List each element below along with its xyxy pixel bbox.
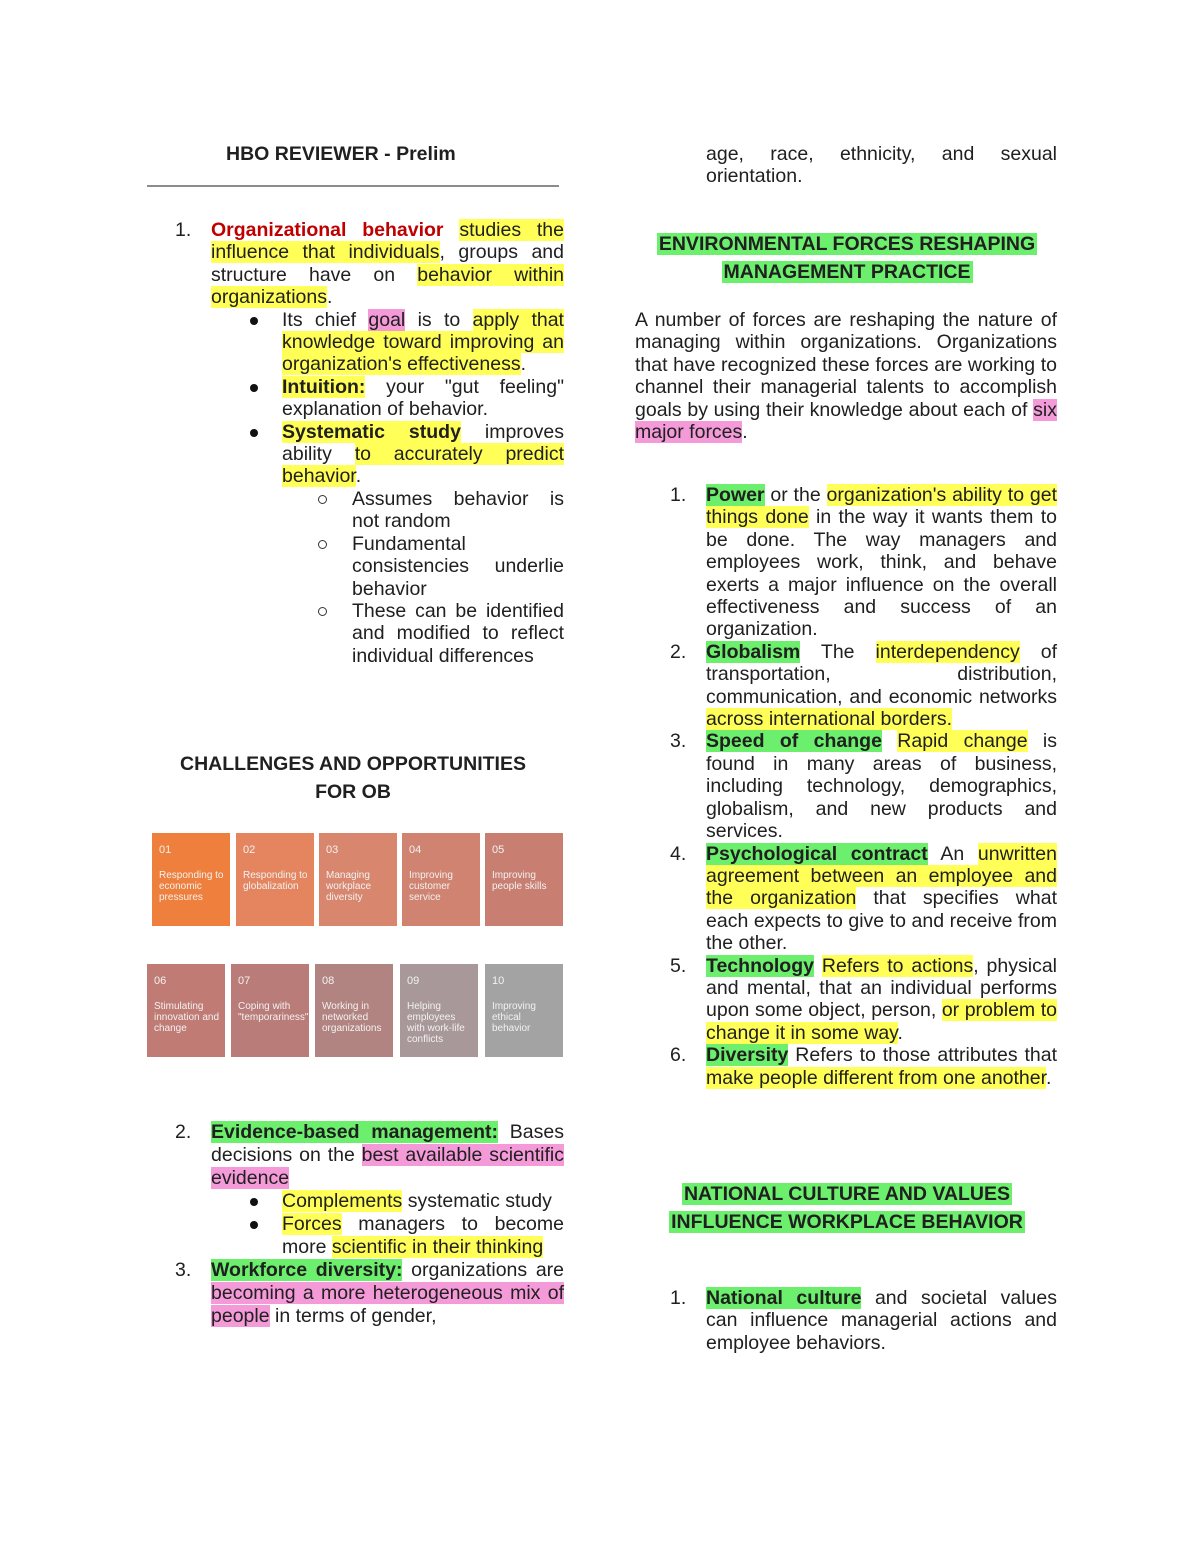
text-segment: Diversity: [706, 1044, 789, 1067]
text-segment: Intuition:: [282, 375, 366, 398]
left-list: [175, 219, 564, 667]
text-segment: six major forces: [635, 398, 1057, 444]
bullet-icon: [250, 1221, 258, 1229]
force-technology: [670, 954, 1057, 1045]
text-segment: 02: [243, 844, 256, 856]
text-segment: Workforce diversity:: [211, 1259, 403, 1281]
text-segment: or the: [764, 484, 827, 506]
text-segment: 01: [159, 844, 172, 856]
text-segment: [444, 219, 460, 241]
national-culture-list: [670, 1287, 1057, 1354]
text-segment: .: [897, 1021, 903, 1044]
text-segment: and societal values can influence managerial actions and employee behaviors.: [706, 1287, 1057, 1354]
challenge-tile: [319, 833, 397, 926]
text-segment: Speed of change: [706, 730, 882, 753]
text-segment: Assumes behavior is not random: [352, 487, 564, 533]
text-segment: Improving ethical behavior: [492, 1001, 536, 1034]
text-segment: 2.: [670, 640, 687, 663]
text-segment: NATIONAL CULTURE AND VALUES: [683, 1183, 1011, 1205]
bullet-list-2: [211, 1190, 564, 1259]
text-segment: 5.: [670, 954, 687, 977]
text-segment: interdependency: [875, 640, 1020, 663]
text-segment: organizations are: [402, 1259, 564, 1281]
bullet-icon: [250, 384, 258, 392]
circle-bullet-icon: [318, 495, 327, 504]
text-segment: becoming a more heterogeneous mix of people: [211, 1282, 564, 1327]
text-segment: 05: [492, 844, 505, 856]
bullet-icon: [250, 1198, 258, 1206]
text-segment: National culture: [706, 1287, 862, 1309]
text-segment: apply that knowledge toward improving an organization's effectiveness: [282, 308, 564, 376]
text-segment: INFLUENCE WORKPLACE BEHAVIOR: [671, 1211, 1023, 1233]
text-segment: ENVIRONMENTAL FORCES RESHAPING: [658, 233, 1036, 255]
text-segment: .: [1046, 1066, 1052, 1089]
text-segment: [814, 955, 822, 977]
forces-list: [670, 484, 1058, 1089]
text-segment: to accurately predict behavior: [282, 443, 564, 488]
text-segment: These can be identified and modified to reflect individual differences: [352, 599, 564, 667]
text-segment: that specifies what each expects to give to and receive from the other.: [706, 887, 1057, 955]
challenge-tile: [236, 833, 314, 926]
item-organizational-behavior: [175, 219, 564, 309]
text-segment: HBO REVIEWER - Prelim: [226, 143, 456, 165]
text-segment: unwritten agreement between an employee and the organization: [706, 842, 1057, 910]
sub-bullet: [352, 533, 564, 600]
sub-bullet: [352, 600, 564, 667]
text-segment: , physical and mental, that an individual performs upon some object, person,: [706, 954, 1057, 1022]
text-segment: is to: [405, 308, 473, 331]
environmental-forces-heading: [635, 230, 1059, 286]
item-workforce-diversity: [175, 1259, 564, 1328]
national-culture-heading: [635, 1180, 1059, 1236]
challenge-tile: [402, 833, 480, 926]
text-segment: 04: [409, 844, 422, 856]
text-segment: Working in networked organizations: [322, 1001, 382, 1034]
text-segment: 4.: [670, 842, 687, 865]
term-organizational-behavior: Organizational behavior: [211, 219, 444, 241]
text-segment: 1.: [670, 1287, 687, 1309]
page-title: [226, 143, 456, 165]
text-segment: 3.: [175, 1259, 192, 1281]
text-segment: organization's ability to get things done: [706, 484, 1057, 529]
text-segment: best available scientific evidence: [211, 1144, 564, 1189]
circle-bullet-icon: [318, 607, 327, 616]
text-segment: across international borders.: [706, 708, 953, 731]
text-segment: Coping with "temporariness": [238, 1001, 309, 1023]
text-segment: 2.: [175, 1121, 192, 1143]
text-segment: , groups and structure have on: [211, 241, 564, 286]
item-national-culture: [670, 1287, 1057, 1354]
bullet-intuition: [282, 376, 564, 421]
text-segment: .: [327, 286, 333, 309]
challenge-tile: [231, 964, 309, 1057]
bullet-forces: [282, 1213, 564, 1259]
continued-text: [706, 143, 1057, 188]
text-segment: 03: [326, 844, 339, 856]
text-segment: goal: [368, 308, 406, 331]
force-speed-of-change: [670, 730, 1058, 843]
bullet-icon: [250, 429, 258, 437]
text-segment: Improving people skills: [492, 870, 547, 892]
text-segment: Psychological contract: [706, 842, 928, 865]
text-segment: .: [355, 465, 362, 488]
text-segment: Evidence-based management:: [211, 1121, 499, 1143]
text-segment: 1.: [175, 219, 192, 241]
text-segment: Improving customer service: [409, 870, 453, 903]
force-diversity: [670, 1044, 1057, 1089]
force-psychological-contract: [670, 842, 1057, 955]
text-segment: Power: [706, 484, 765, 506]
challenge-tile: [485, 833, 563, 926]
text-segment: Responding to economic pressures: [159, 870, 224, 903]
text-segment: The: [800, 640, 876, 663]
item-evidence-based-management: [175, 1121, 564, 1190]
force-globalism: [670, 640, 1057, 731]
text-segment: Complements: [282, 1190, 403, 1212]
text-segment: 07: [238, 975, 251, 987]
title-divider: [147, 185, 559, 187]
text-segment: Globalism: [706, 640, 801, 663]
text-segment: 10: [492, 975, 505, 987]
text-segment: A number of forces are reshaping the nature of managing within organizations. Organizations that have recognized these forces are working to channel their managerial talents to accomplish goals by using their knowledge about each of: [635, 309, 1057, 421]
text-segment: in the way it wants them to be done. The way managers and employees work, think, and behave exerts a major influence on the overall effectiveness and success of an organization.: [706, 506, 1057, 641]
text-segment: managers to become more: [282, 1213, 564, 1258]
bullet-list-1: [211, 309, 564, 668]
text-segment: MANAGEMENT PRACTICE: [723, 261, 971, 283]
sub-bullet-list: [282, 488, 564, 667]
text-segment: Refers to those attributes that: [788, 1044, 1057, 1067]
text-segment: Its chief: [282, 308, 369, 331]
text-segment: make people different from one another: [706, 1066, 1047, 1089]
challenges-heading: CHALLENGES AND OPPORTUNITIES FOR OB: [180, 753, 526, 803]
challenge-tile: [152, 833, 230, 926]
text-segment: Responding to globalization: [243, 870, 308, 892]
text-segment: Helping employees with work-life conflicts: [407, 1001, 465, 1045]
challenge-tile: [485, 964, 563, 1057]
text-segment: Managing workplace diversity: [326, 870, 372, 903]
bullet-goal: [282, 309, 564, 376]
text-segment: scientific in their thinking: [331, 1236, 544, 1258]
text-segment: improves ability: [282, 420, 564, 466]
bullet-complements: [282, 1190, 564, 1213]
text-segment: studies the influence that individuals: [211, 219, 564, 264]
text-segment: [882, 730, 897, 752]
text-segment: 1.: [670, 484, 687, 506]
text-segment: age, race, ethnicity, and sexual orientation.: [706, 143, 1057, 188]
text-segment: .: [742, 421, 748, 444]
text-segment: Stimulating innovation and change: [154, 1001, 220, 1034]
challenge-tile: [400, 964, 478, 1057]
text-segment: .: [520, 353, 527, 376]
text-segment: Fundamental consistencies underlie behavior: [352, 532, 564, 600]
text-segment: 06: [154, 975, 167, 987]
text-segment: or problem to change it in some way: [706, 999, 1057, 1044]
text-segment: 6.: [670, 1044, 687, 1067]
text-segment: behavior within organizations: [211, 263, 564, 309]
text-segment: Technology: [706, 954, 814, 977]
challenge-tile: [147, 964, 225, 1057]
force-power: [670, 484, 1057, 641]
text-segment: is found in many areas of business, including technology, demographics, globalism, and new products and services.: [706, 730, 1058, 843]
sub-bullet: [352, 488, 564, 533]
left-list-2: [175, 1121, 564, 1328]
text-segment: 08: [322, 975, 335, 987]
text-segment: 09: [407, 975, 420, 987]
text-segment: of transportation, distribution, communication, and economic networks: [706, 640, 1057, 708]
text-segment: Bases decisions on the: [211, 1121, 564, 1166]
text-segment: An: [927, 842, 978, 865]
challenge-tile: [315, 964, 393, 1057]
text-segment: Refers to actions: [821, 954, 974, 977]
text-segment: in terms of gender,: [269, 1305, 437, 1327]
text-segment: 3.: [670, 730, 687, 753]
text-segment: your "gut feeling" explanation of behavior.: [282, 375, 564, 421]
text-segment: systematic study: [402, 1190, 552, 1212]
text-segment: Systematic study: [282, 420, 461, 443]
circle-bullet-icon: [318, 540, 327, 549]
bullet-systematic-study: [282, 421, 564, 488]
bullet-icon: [250, 317, 258, 325]
environmental-forces-paragraph: [635, 309, 1057, 443]
text-segment: Forces: [282, 1213, 342, 1235]
text-segment: Rapid change: [897, 730, 1028, 753]
